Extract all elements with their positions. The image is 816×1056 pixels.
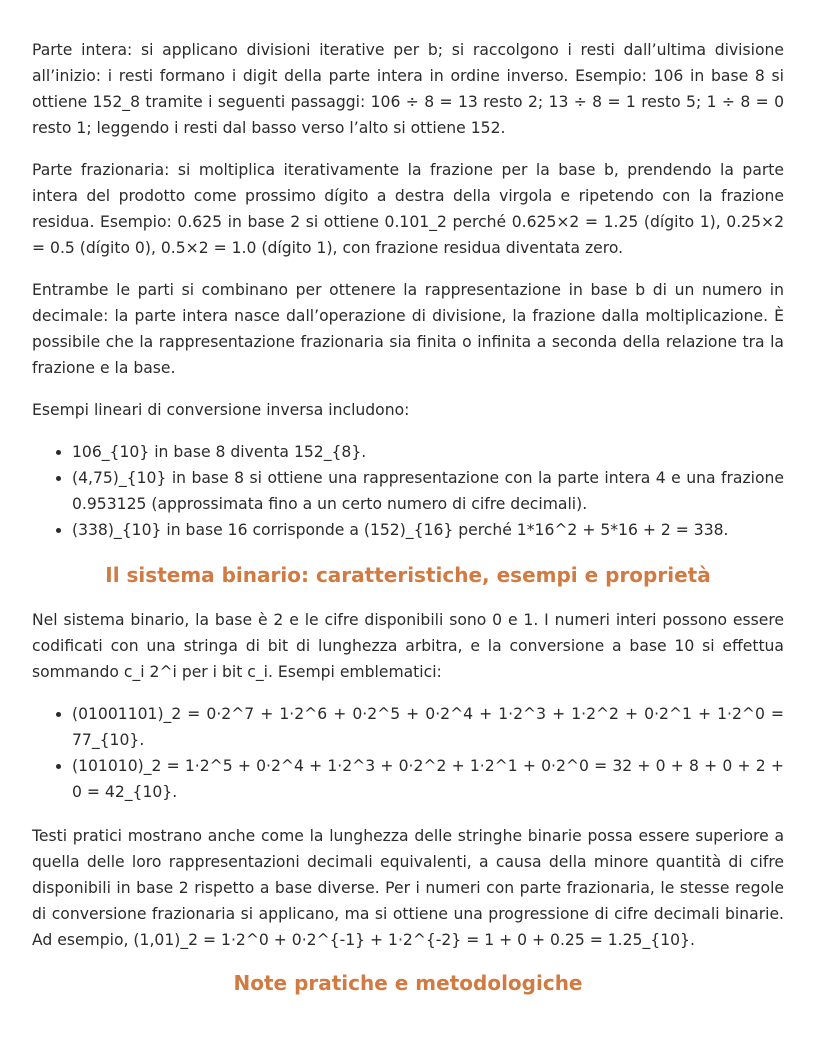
paragraph-examples-intro: Esempi lineari di conversione inversa includono: xyxy=(32,401,410,419)
paragraph-fractional-part: Parte frazionaria: si moltiplica iterativamente la frazione per la base b, prendendo la parte intera del prodotto come prossimo dígito a destra della virgola e ripetendo con la frazione residua. Esempio: 0.625 in base 2 si ottiene 0.101_2 perché 0.625×2 = 1.25 (dígito 1), 0.25×2 = 0.5 (dígito 0), 0.5×2 = 1.0 (dígito 1), con frazione residua diventata zero. xyxy=(32,161,784,257)
paragraph-integer-part: Parte intera: si applicano divisioni iterative per b; si raccolgono i resti dall’ultima divisione all’inizio: i resti formano i digit della parte intera in ordine inverso. Esempio: 106 in base 8 si ottiene 152_8 tramite i seguenti passaggi: 106 ÷ 8 = 13 resto 2; 13 ÷ 8 = 1 resto 5; 1 ÷ 8 = 0 resto 1; leggendo i resti dal basso verso l’alto si ottiene 152. xyxy=(32,41,784,137)
list-item: • (01001101)_2 = 0·2^7 + 1·2^6 + 0·2^5 + 0·2^4 + 1·2^3 + 1·2^2 + 0·2^1 + 1·2^0 = 77_{10}. xyxy=(72,701,784,753)
list-item: • (101010)_2 = 1·2^5 + 0·2^4 + 1·2^3 + 0·2^2 + 1·2^1 + 0·2^0 = 32 + 0 + 8 + 0 + 2 + 0 = 42_{10}. xyxy=(72,753,784,805)
binary-examples-list xyxy=(32,701,784,805)
inverse-conversion-list xyxy=(32,439,784,543)
list-item: • (4,75)_{10} in base 8 si ottiene una rappresentazione con la parte intera 4 e una frazione 0.953125 (approssimata fino a un certo numero di cifre decimali). xyxy=(72,465,784,517)
list-item: • (338)_{10} in base 16 corrisponde a (152)_{16} perché 1*16^2 + 5*16 + 2 = 338. xyxy=(72,517,784,543)
section-heading-binary: Il sistema binario: caratteristiche, esempi e proprietà xyxy=(105,563,711,587)
list-item: • 106_{10} in base 8 diventa 152_{8}. xyxy=(72,439,784,465)
paragraph-combination: Entrambe le parti si combinano per ottenere la rappresentazione in base b di un numero in decimale: la parte intera nasce dall’operazione di divisione, la frazione dalla moltiplicazione. È possibile che la rappresentazione frazionaria sia finita o infinita a seconda della relazione tra la frazione e la base. xyxy=(32,281,784,377)
section-heading-notes: Note pratiche e metodologiche xyxy=(233,971,583,995)
document-page xyxy=(32,37,784,1015)
paragraph-binary-system: Nel sistema binario, la base è 2 e le cifre disponibili sono 0 e 1. I numeri interi possono essere codificati con una stringa di bit di lunghezza arbitra, e la conversione a base 10 si effettua sommando c_i 2^i per i bit c_i. Esempi emblematici: xyxy=(32,611,784,681)
paragraph-practical-texts: Testi pratici mostrano anche come la lunghezza delle stringhe binarie possa essere superiore a quella delle loro rappresentazioni decimali equivalenti, a causa della minore quantità di cifre disponibili in base 2 rispetto a base diverse. Per i numeri con parte frazionaria, le stesse regole di conversione frazionaria si applicano, ma si ottiene una progressione di cifre decimali binarie. Ad esempio, (1,01)_2 = 1·2^0 + 0·2^{-1} + 1·2^{-2} = 1 + 0 + 0.25 = 1.25_{10}. xyxy=(32,827,784,949)
